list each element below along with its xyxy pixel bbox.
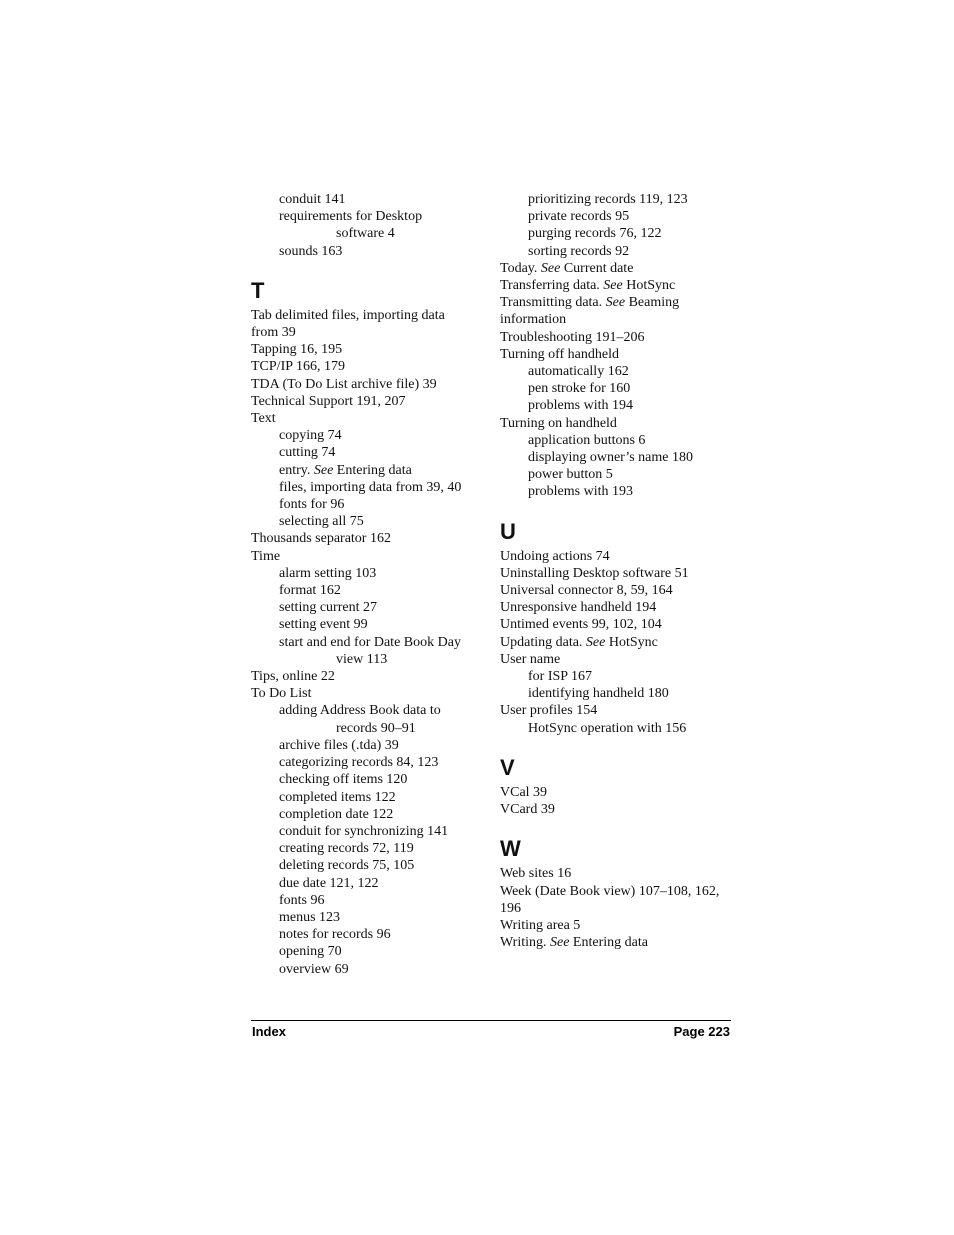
- index-entry: selecting all 75: [279, 514, 364, 530]
- index-entry: files, importing data from 39, 40: [279, 479, 462, 495]
- index-entry: conduit 141: [279, 192, 346, 207]
- index-entry: from 39: [251, 325, 296, 341]
- index-entry: setting event 99: [279, 617, 368, 633]
- section-heading-u: U: [500, 518, 516, 544]
- index-column-right: [500, 191, 740, 951]
- index-entry: conduit for synchronizing 141: [279, 823, 449, 839]
- index-entry: VCal 39: [500, 784, 548, 800]
- index-entry: entry. See Entering data: [279, 462, 412, 478]
- index-entry: User profiles 154: [500, 703, 598, 719]
- index-entry: Tab delimited files, importing data: [251, 307, 445, 323]
- index-entry: displaying owner’s name 180: [528, 450, 693, 466]
- index-entry: Text: [251, 411, 276, 427]
- index-entry: categorizing records 84, 123: [279, 755, 439, 771]
- index-entry: Transmitting data. See Beaming: [500, 295, 680, 311]
- index-entry: completed items 122: [279, 789, 396, 805]
- index-entry: software 4: [336, 226, 395, 242]
- index-entry: Tips, online 22: [251, 669, 335, 685]
- index-entry: TDA (To Do List archive file) 39: [251, 376, 437, 392]
- index-entry: automatically 162: [528, 364, 629, 380]
- index-entry: completion date 122: [279, 806, 394, 822]
- index-entry: checking off items 120: [279, 772, 408, 788]
- index-entry: pen stroke for 160: [528, 381, 631, 397]
- index-entry: Transferring data. See HotSync: [500, 278, 676, 294]
- index-entry: Undoing actions 74: [500, 548, 610, 564]
- index-entry: information: [500, 312, 567, 328]
- index-entry: problems with 193: [528, 484, 633, 500]
- index-entry: requirements for Desktop: [279, 209, 423, 225]
- index-entry: Universal connector 8, 59, 164: [500, 583, 673, 599]
- index-entry: Technical Support 191, 207: [251, 393, 406, 409]
- page-number: Page 223: [673, 1024, 730, 1039]
- index-entry: Untimed events 99, 102, 104: [500, 617, 662, 633]
- index-entry: power button 5: [528, 467, 613, 483]
- index-entry: sounds 163: [279, 243, 343, 259]
- index-entry: private records 95: [528, 209, 630, 225]
- index-entry: copying 74: [279, 428, 342, 444]
- footer-section-label: Index: [252, 1024, 286, 1039]
- index-entry: format 162: [279, 583, 341, 599]
- index-entry: sorting records 92: [528, 243, 630, 259]
- index-entry: Time: [251, 548, 281, 564]
- index-entry: HotSync operation with 156: [528, 720, 687, 736]
- index-entry: menus 123: [279, 909, 341, 925]
- index-entry: application buttons 6: [528, 432, 646, 448]
- index-entry: archive files (.tda) 39: [279, 737, 399, 753]
- index-entry: Unresponsive handheld 194: [500, 600, 657, 616]
- index-entry: Turning off handheld: [500, 346, 619, 362]
- index-entry: due date 121, 122: [279, 875, 379, 891]
- index-entry: Writing area 5: [500, 917, 581, 933]
- index-entry: notes for records 96: [279, 927, 391, 943]
- index-entry: fonts for 96: [279, 497, 345, 513]
- index-entry: TCP/IP 166, 179: [251, 359, 345, 375]
- index-entry: fonts 96: [279, 892, 325, 908]
- index-entry: creating records 72, 119: [279, 841, 414, 857]
- footer-rule: [251, 1020, 731, 1021]
- section-heading-w: W: [500, 836, 521, 862]
- index-entry: Updating data. See HotSync: [500, 634, 658, 650]
- section-heading-t: T: [251, 277, 265, 303]
- index-entry: problems with 194: [528, 398, 633, 414]
- index-column-left: [251, 191, 486, 978]
- index-entry: 196: [500, 900, 521, 916]
- index-entry: Week (Date Book view) 107–108, 162,: [500, 883, 720, 899]
- index-entry: purging records 76, 122: [528, 226, 662, 242]
- index-entry: start and end for Date Book Day: [279, 634, 461, 650]
- index-entry: Turning on handheld: [500, 415, 617, 431]
- index-entry: prioritizing records 119, 123: [528, 192, 688, 207]
- index-entry: Web sites 16: [500, 866, 572, 882]
- index-entry: To Do List: [251, 686, 312, 702]
- index-entry: Tapping 16, 195: [251, 342, 343, 358]
- index-entry: alarm setting 103: [279, 565, 377, 581]
- index-entry: adding Address Book data to: [279, 703, 441, 719]
- index-entry: overview 69: [279, 961, 349, 977]
- index-entry: view 113: [336, 651, 388, 667]
- index-entry: VCard 39: [500, 802, 555, 818]
- index-entry: User name: [500, 651, 561, 667]
- index-entry: Thousands separator 162: [251, 531, 391, 547]
- index-entry: setting current 27: [279, 600, 377, 616]
- index-entry: cutting 74: [279, 445, 336, 461]
- index-entry: Uninstalling Desktop software 51: [500, 565, 689, 581]
- section-heading-v: V: [500, 754, 515, 780]
- index-entry: Today. See Current date: [500, 260, 634, 276]
- index-entry: opening 70: [279, 944, 342, 960]
- index-entry: deleting records 75, 105: [279, 858, 415, 874]
- index-entry: records 90–91: [336, 720, 416, 736]
- index-entry: Writing. See Entering data: [500, 935, 648, 951]
- index-entry: identifying handheld 180: [528, 686, 669, 702]
- index-entry: for ISP 167: [528, 669, 593, 685]
- index-entry: Troubleshooting 191–206: [500, 329, 645, 345]
